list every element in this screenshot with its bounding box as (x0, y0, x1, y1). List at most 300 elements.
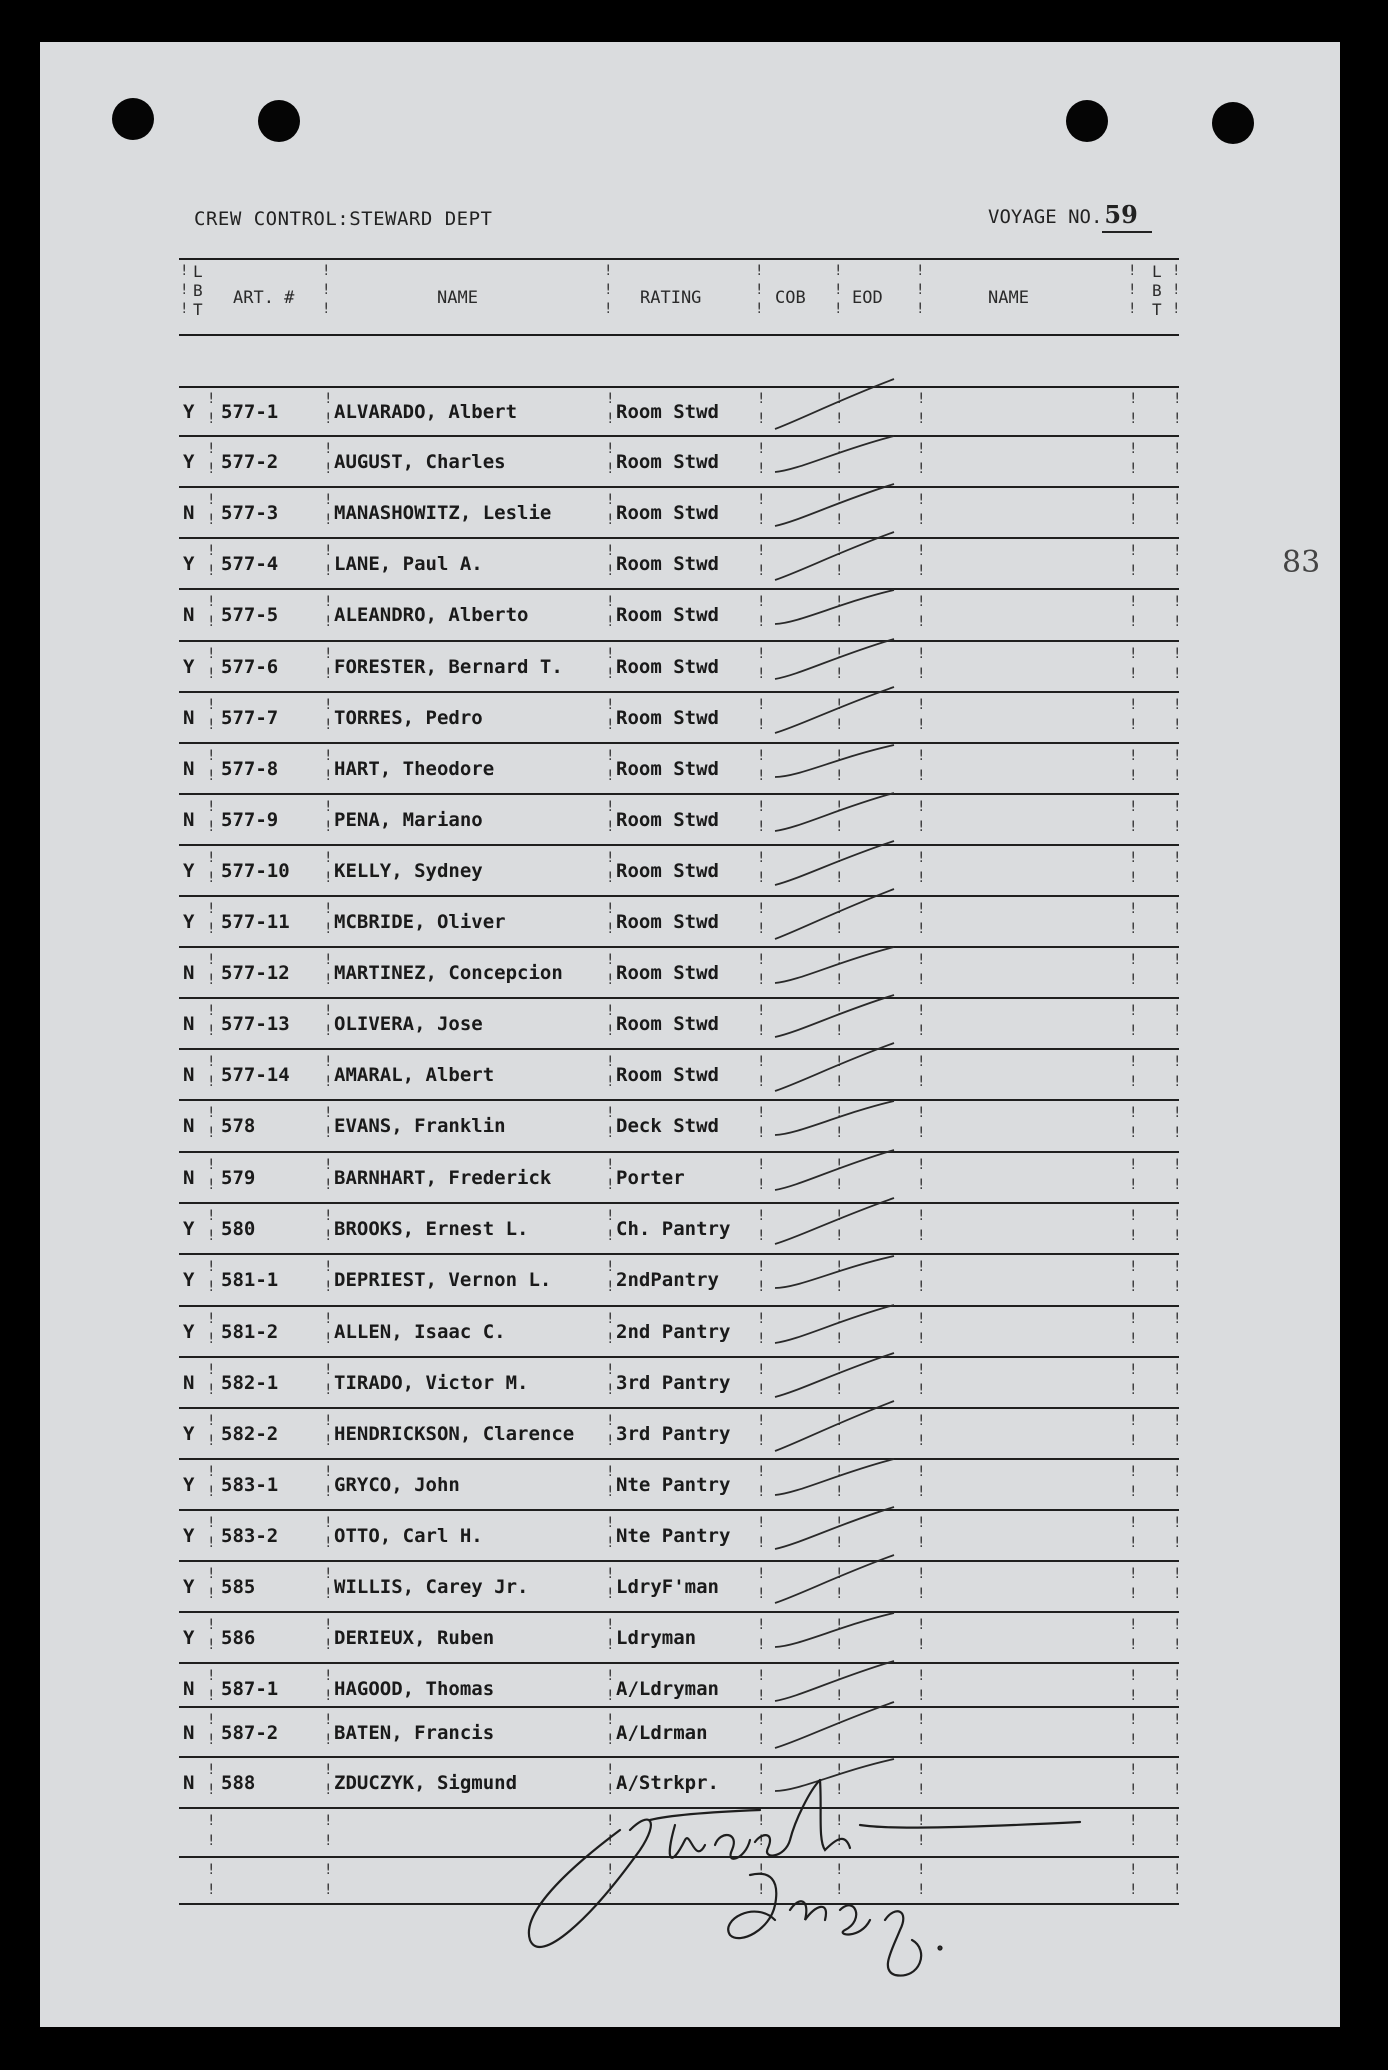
row-art-number: 580 (221, 1218, 256, 1240)
column-separator: ! ! (1173, 492, 1182, 528)
header-bottom-rule (179, 334, 1179, 336)
table-row (179, 1613, 1182, 1664)
column-separator: ! ! (324, 1259, 333, 1295)
row-lbt: Y (183, 1218, 195, 1240)
column-separator: ! ! (835, 952, 844, 988)
column-separator: ! ! (757, 1362, 766, 1398)
column-separator: ! ! (917, 1762, 926, 1798)
row-art-number: 577-11 (221, 911, 290, 933)
table-row (179, 488, 1182, 539)
column-separator: ! ! (207, 1105, 216, 1141)
column-separator: ! ! (207, 748, 216, 784)
table-row (179, 999, 1182, 1050)
column-separator: ! ! (324, 1311, 333, 1347)
row-art-number: 582-1 (221, 1372, 279, 1394)
voyage-number: 59 (1102, 200, 1152, 233)
row-lbt: Y (183, 553, 195, 575)
column-separator: ! ! (207, 1259, 216, 1295)
column-separator: ! ! (606, 1668, 615, 1704)
column-separator: ! ! (835, 1105, 844, 1141)
column-separator: ! ! (207, 1413, 216, 1449)
column-separator: ! ! (207, 441, 216, 477)
column-separator: ! ! (1129, 850, 1138, 886)
column-separator: ! ! (1129, 543, 1138, 579)
table-row (179, 1050, 1182, 1101)
row-art-number: 577-14 (221, 1064, 290, 1086)
table-row (179, 795, 1182, 846)
column-separator: ! ! (324, 748, 333, 784)
column-separator: ! ! (1173, 646, 1182, 682)
column-separator: ! ! (757, 799, 766, 835)
row-art-number: 577-13 (221, 1013, 290, 1035)
column-separator: ! ! (757, 646, 766, 682)
row-art-number: 587-2 (221, 1722, 279, 1744)
column-separator: ! ! (1173, 901, 1182, 937)
table-row (179, 539, 1182, 590)
column-separator: ! ! (835, 799, 844, 835)
row-art-number: 577-5 (221, 604, 279, 626)
row-rating: LdryF'man (616, 1576, 719, 1598)
column-separator: ! ! (324, 1464, 333, 1500)
column-separator: ! ! (835, 1311, 844, 1347)
column-separator: ! ! (606, 1862, 615, 1898)
column-separator: ! ! (835, 492, 844, 528)
column-separator: ! ! (606, 1712, 615, 1748)
table-row (179, 1664, 1182, 1708)
row-lbt: N (183, 1772, 195, 1794)
column-separator: ! ! (324, 646, 333, 682)
row-art-number: 578 (221, 1115, 256, 1137)
row-name: AUGUST, Charles (334, 451, 506, 473)
column-separator: ! ! (207, 1762, 216, 1798)
column-separator: ! ! (324, 1003, 333, 1039)
row-name: ZDUCZYK, Sigmund (334, 1772, 518, 1794)
column-separator: ! ! (207, 799, 216, 835)
column-separator: ! ! (917, 697, 926, 733)
column-separator: ! ! (207, 1668, 216, 1704)
row-lbt: Y (183, 1423, 195, 1445)
column-separator: ! ! (757, 1566, 766, 1602)
column-separator: ! ! (207, 543, 216, 579)
column-separator: ! ! (917, 799, 926, 835)
column-separator: ! ! (324, 1566, 333, 1602)
row-name: MCBRIDE, Oliver (334, 911, 506, 933)
column-separator: ! ! (1129, 901, 1138, 937)
row-art-number: 577-12 (221, 962, 290, 984)
column-separator: ! ! (324, 901, 333, 937)
column-separator: ! ! (1129, 391, 1138, 427)
column-separator: ! ! (757, 1617, 766, 1653)
row-rating: 3rd Pantry (616, 1372, 731, 1394)
row-lbt: Y (183, 860, 195, 882)
row-art-number: 577-7 (221, 707, 279, 729)
table-row (179, 1562, 1182, 1613)
column-separator: ! ! (207, 1862, 216, 1898)
column-separator: ! ! (1173, 1003, 1182, 1039)
row-lbt: Y (183, 401, 195, 423)
column-separator: ! ! (1173, 799, 1182, 835)
column-separator: ! ! (757, 543, 766, 579)
row-name: MANASHOWITZ, Leslie (334, 502, 552, 524)
row-art-number: 577-10 (221, 860, 290, 882)
column-separator: ! ! (606, 697, 615, 733)
column-separator: ! ! (1129, 1413, 1138, 1449)
row-art-number: 577-4 (221, 553, 279, 575)
row-lbt: Y (183, 1525, 195, 1547)
column-header-cob: COB (775, 288, 806, 308)
table-row (179, 642, 1182, 693)
column-separator: ! ! (835, 1157, 844, 1193)
row-art-number: 581-1 (221, 1269, 279, 1291)
column-separator: ! ! (324, 850, 333, 886)
column-separator: ! ! (606, 543, 615, 579)
row-name: EVANS, Franklin (334, 1115, 506, 1137)
column-separator: ! ! (757, 594, 766, 630)
column-separator: ! ! (757, 1413, 766, 1449)
column-separator: ! ! (757, 1311, 766, 1347)
column-separator: ! ! (1129, 1515, 1138, 1551)
row-rating: Room Stwd (616, 707, 719, 729)
column-separator: ! ! (835, 1208, 844, 1244)
column-separator: ! ! (324, 1668, 333, 1704)
column-separator: ! ! (324, 1413, 333, 1449)
column-separator: ! ! (1129, 1259, 1138, 1295)
column-separator: ! ! (1129, 1668, 1138, 1704)
row-lbt: N (183, 1167, 195, 1189)
column-separator: ! ! (917, 901, 926, 937)
table-row (179, 948, 1182, 999)
row-name: AMARAL, Albert (334, 1064, 495, 1086)
column-separator: ! ! (835, 441, 844, 477)
row-rating: Deck Stwd (616, 1115, 719, 1137)
column-separator: ! ! (207, 1208, 216, 1244)
row-name: BATEN, Francis (334, 1722, 495, 1744)
row-rating: Ldryman (616, 1627, 697, 1649)
row-name: PENA, Mariano (334, 809, 483, 831)
column-separator: ! ! (1129, 492, 1138, 528)
column-separator: ! ! (917, 748, 926, 784)
row-lbt: Y (183, 1627, 195, 1649)
column-separator: ! ! (835, 1054, 844, 1090)
column-separator: ! ! (606, 1813, 615, 1849)
row-lbt: Y (183, 1321, 195, 1343)
column-separator: ! ! (1129, 748, 1138, 784)
column-separator: ! ! (835, 1464, 844, 1500)
column-separator: ! ! (917, 1259, 926, 1295)
column-separator: ! ! (606, 492, 615, 528)
column-separator: ! ! (1129, 1762, 1138, 1798)
row-art-number: 577-2 (221, 451, 279, 473)
column-separator: ! ! (917, 1208, 926, 1244)
column-separator: ! ! (917, 1105, 926, 1141)
column-separator: ! ! (835, 1413, 844, 1449)
column-separator: ! ! (1173, 1762, 1182, 1798)
column-separator: ! ! (1129, 1003, 1138, 1039)
row-name: WILLIS, Carey Jr. (334, 1576, 529, 1598)
column-separator: ! ! (207, 1617, 216, 1653)
row-lbt: N (183, 1013, 195, 1035)
column-separator: ! ! (917, 1668, 926, 1704)
column-separator: ! ! (324, 1105, 333, 1141)
column-separator: ! ! (207, 1054, 216, 1090)
column-separator: ! ! (324, 441, 333, 477)
row-name: HART, Theodore (334, 758, 495, 780)
row-art-number: 583-2 (221, 1525, 279, 1547)
table-row (179, 387, 1182, 437)
row-name: BROOKS, Ernest L. (334, 1218, 529, 1240)
row-rating: Room Stwd (616, 553, 719, 575)
column-separator: ! ! (606, 391, 615, 427)
row-lbt: N (183, 502, 195, 524)
column-separator: ! ! (606, 1105, 615, 1141)
column-header-art: ART. # (233, 288, 295, 308)
column-separator: ! ! (606, 1762, 615, 1798)
row-rating: Room Stwd (616, 1064, 719, 1086)
column-header-rating: RATING (640, 288, 702, 308)
column-separator: ! ! (207, 1362, 216, 1398)
row-lbt: Y (183, 1269, 195, 1291)
table-row (179, 1204, 1182, 1255)
column-separator: ! ! (1173, 1311, 1182, 1347)
column-separator: ! ! (1129, 1617, 1138, 1653)
row-rating: A/Ldryman (616, 1678, 719, 1700)
column-separator: ! ! (917, 1054, 926, 1090)
column-separator: ! ! (835, 1762, 844, 1798)
column-separator: ! ! (324, 799, 333, 835)
row-lbt: N (183, 604, 195, 626)
row-rating: Room Stwd (616, 809, 719, 831)
column-header-eod: EOD (852, 288, 883, 308)
column-separator: ! ! (606, 1515, 615, 1551)
column-separator: ! ! (1173, 1617, 1182, 1653)
column-separator: ! ! (1173, 952, 1182, 988)
row-lbt: N (183, 809, 195, 831)
row-name: DERIEUX, Ruben (334, 1627, 495, 1649)
column-separator: ! ! (1173, 1054, 1182, 1090)
column-header-lbt-2: L B T (1152, 262, 1162, 319)
row-art-number: 579 (221, 1167, 256, 1189)
column-separator: ! ! (207, 391, 216, 427)
row-name: OLIVERA, Jose (334, 1013, 483, 1035)
column-separator: ! ! (1129, 697, 1138, 733)
table-row (179, 1708, 1182, 1758)
column-separator: ! ! (917, 1712, 926, 1748)
column-separator: ! ! (1173, 1413, 1182, 1449)
row-art-number: 586 (221, 1627, 256, 1649)
row-name: FORESTER, Bernard T. (334, 656, 563, 678)
column-separator: ! ! (1173, 1712, 1182, 1748)
column-separator: ! ! (606, 901, 615, 937)
column-separator: ! ! (207, 850, 216, 886)
row-rating: Room Stwd (616, 860, 719, 882)
column-separator: ! ! (757, 1515, 766, 1551)
table-row (179, 1307, 1182, 1358)
row-rating: Nte Pantry (616, 1525, 731, 1547)
row-lbt: N (183, 1064, 195, 1086)
column-separator: ! ! (324, 1813, 333, 1849)
column-separator: ! ! (324, 543, 333, 579)
column-separator: ! ! (1173, 543, 1182, 579)
header-top-rule (179, 258, 1179, 260)
column-separator: ! ! (1129, 1862, 1138, 1898)
column-separator: ! ! (835, 1566, 844, 1602)
punch-hole (1066, 100, 1108, 142)
column-separator: ! ! (757, 492, 766, 528)
column-separator: ! ! (835, 391, 844, 427)
column-separator: ! ! (835, 1862, 844, 1898)
column-separator: ! ! (1129, 1566, 1138, 1602)
table-row (179, 693, 1182, 744)
column-separator: ! ! (606, 1413, 615, 1449)
column-separator: ! ! (835, 850, 844, 886)
table-row (179, 1358, 1182, 1409)
column-separator: ! ! (835, 901, 844, 937)
row-name: TORRES, Pedro (334, 707, 483, 729)
column-separator: ! ! (917, 441, 926, 477)
row-art-number: 587-1 (221, 1678, 279, 1700)
voyage-label: VOYAGE NO. (988, 206, 1103, 228)
column-separator: ! ! (1173, 1259, 1182, 1295)
document-title: CREW CONTROL:STEWARD DEPT (194, 208, 493, 230)
row-art-number: 577-6 (221, 656, 279, 678)
row-rating: Room Stwd (616, 962, 719, 984)
column-separator: ! ! (835, 543, 844, 579)
column-separator: ! ! (757, 1762, 766, 1798)
row-lbt: Y (183, 451, 195, 473)
column-separator: ! ! (324, 1862, 333, 1898)
column-separator: ! ! (606, 850, 615, 886)
column-separator: ! ! (757, 1157, 766, 1193)
column-separator: ! ! (1173, 748, 1182, 784)
column-separator: ! ! (606, 1003, 615, 1039)
table-row (179, 744, 1182, 795)
row-rating: Room Stwd (616, 1013, 719, 1035)
column-separator: ! ! (835, 1813, 844, 1849)
row-art-number: 577-8 (221, 758, 279, 780)
row-name: MARTINEZ, Concepcion (334, 962, 563, 984)
column-separator: ! ! (917, 1862, 926, 1898)
row-art-number: 585 (221, 1576, 256, 1598)
column-separator: ! ! (757, 1464, 766, 1500)
column-separator: ! ! (757, 441, 766, 477)
column-header-name: NAME (437, 288, 478, 308)
row-art-number: 582-2 (221, 1423, 279, 1445)
column-separator: ! ! (606, 1362, 615, 1398)
column-separator: ! ! (917, 594, 926, 630)
column-separator: ! ! (324, 1617, 333, 1653)
row-lbt: N (183, 758, 195, 780)
column-separator: ! ! (207, 1515, 216, 1551)
column-separator: ! ! (1173, 1208, 1182, 1244)
column-separator: ! ! (757, 1054, 766, 1090)
column-separator: ! ! (1173, 1362, 1182, 1398)
column-separator: ! ! (1173, 441, 1182, 477)
column-separator: ! ! (606, 1054, 615, 1090)
column-separator: ! ! (1129, 1105, 1138, 1141)
column-separator: ! ! (757, 1105, 766, 1141)
column-separator: ! ! (757, 952, 766, 988)
row-lbt: N (183, 1372, 195, 1394)
table-row (179, 590, 1182, 642)
column-separator: ! ! (917, 1157, 926, 1193)
row-name: GRYCO, John (334, 1474, 460, 1496)
row-name: HENDRICKSON, Clarence (334, 1423, 575, 1445)
column-separator: ! ! (207, 492, 216, 528)
column-separator: ! ! (606, 1157, 615, 1193)
column-separator: ! ! (835, 1617, 844, 1653)
column-separator: ! ! (606, 646, 615, 682)
column-separator: ! ! (207, 1464, 216, 1500)
column-separator: ! ! (1173, 391, 1182, 427)
row-art-number: 588 (221, 1772, 256, 1794)
column-separator: ! ! (207, 1566, 216, 1602)
row-lbt: Y (183, 1576, 195, 1598)
row-name: KELLY, Sydney (334, 860, 483, 882)
column-header-lbt: L B T (193, 262, 203, 319)
column-separator: ! ! (1173, 594, 1182, 630)
column-separator: ! ! (324, 1712, 333, 1748)
column-separator: ! ! (757, 901, 766, 937)
column-separator: ! ! (324, 391, 333, 427)
column-separator: ! ! (1173, 850, 1182, 886)
column-separator: ! ! (1129, 799, 1138, 835)
column-separator: ! ! (835, 1003, 844, 1039)
column-separator: ! ! (324, 1157, 333, 1193)
column-separator: ! ! (835, 594, 844, 630)
column-separator: ! ! (324, 1054, 333, 1090)
row-lbt: N (183, 1678, 195, 1700)
column-separator: ! ! (917, 492, 926, 528)
row-rating: Room Stwd (616, 451, 719, 473)
voyage-number-field (988, 200, 1152, 233)
column-separator: ! ! (1129, 1054, 1138, 1090)
column-separator: ! ! (606, 594, 615, 630)
row-art-number: 581-2 (221, 1321, 279, 1343)
row-rating: Nte Pantry (616, 1474, 731, 1496)
column-separator: ! ! (207, 1157, 216, 1193)
column-separator: ! ! (606, 1566, 615, 1602)
column-separator: ! ! (1129, 952, 1138, 988)
column-separator: ! ! (917, 391, 926, 427)
row-rating: A/Strkpr. (616, 1772, 719, 1794)
column-separator: ! ! (606, 441, 615, 477)
column-separator: ! ! (1173, 1813, 1182, 1849)
row-name: DEPRIEST, Vernon L. (334, 1269, 552, 1291)
column-separator: ! ! (1173, 1157, 1182, 1193)
column-separator: ! ! (835, 1668, 844, 1704)
column-header-name-2: NAME (988, 288, 1029, 308)
column-separator: ! ! (1173, 1862, 1182, 1898)
column-separator: ! ! (757, 850, 766, 886)
column-separator: ! ! (835, 1712, 844, 1748)
row-lbt: Y (183, 1474, 195, 1496)
row-lbt: N (183, 707, 195, 729)
column-separator: ! ! (207, 697, 216, 733)
column-separator: ! ! (1173, 1464, 1182, 1500)
row-name: ALVARADO, Albert (334, 401, 518, 423)
column-separator: ! ! (917, 1311, 926, 1347)
column-separator: ! ! (207, 1003, 216, 1039)
row-art-number: 577-9 (221, 809, 279, 831)
table-row (179, 1153, 1182, 1204)
column-separator: ! ! (1173, 1105, 1182, 1141)
column-separator: ! ! (757, 1712, 766, 1748)
column-separator: ! ! (606, 799, 615, 835)
row-name: ALEANDRO, Alberto (334, 604, 529, 626)
punch-hole (1212, 102, 1254, 144)
row-name: OTTO, Carl H. (334, 1525, 483, 1547)
row-lbt: Y (183, 656, 195, 678)
